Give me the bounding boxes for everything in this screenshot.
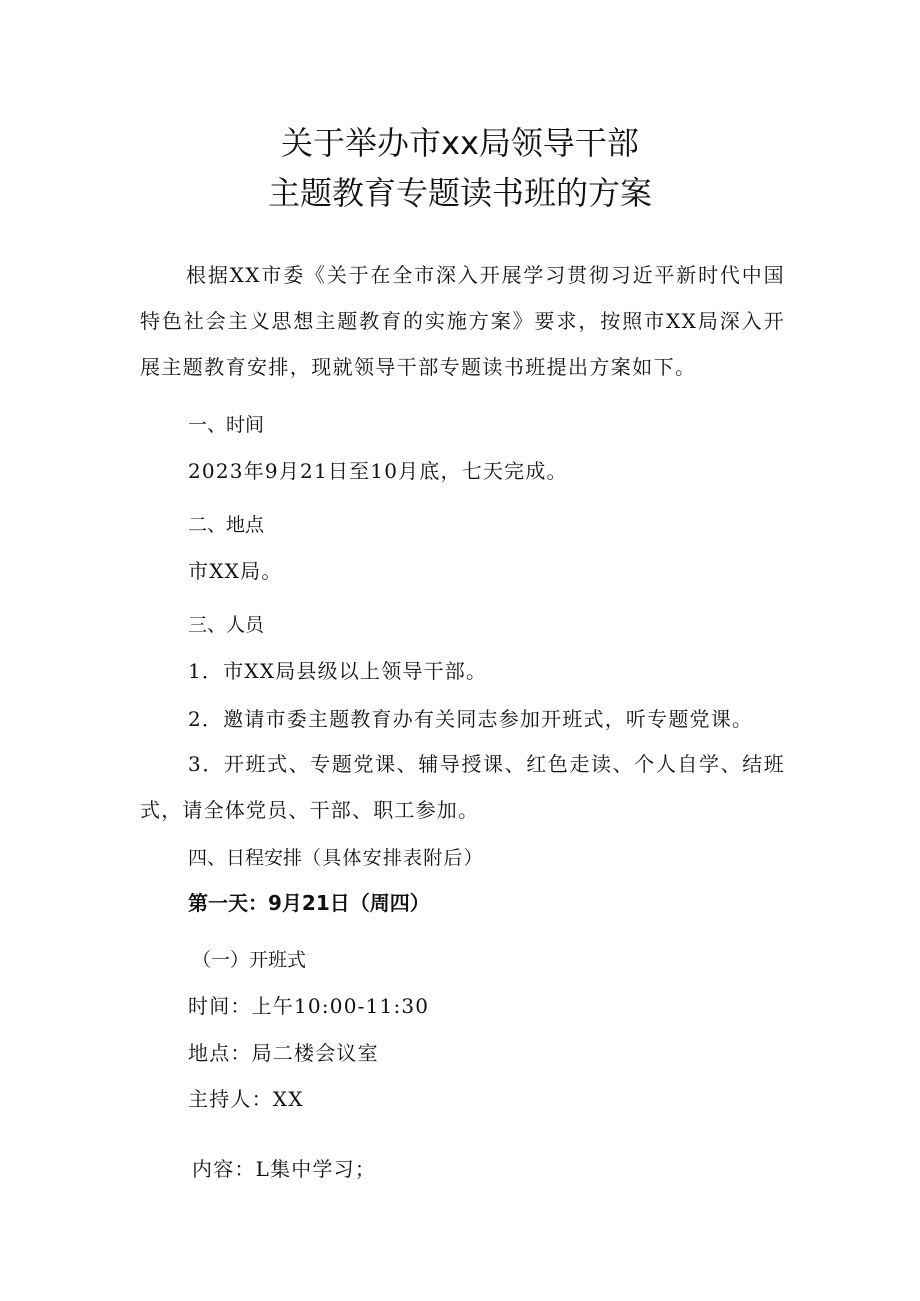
people-item-1: 1．市XX局县级以上领导干部。 <box>188 659 488 683</box>
people-item-3: 3．开班式、专题党课、辅导授课、红色走读、个人自学、结班式，请全体党员、干部、职工参加。 <box>140 752 785 822</box>
document-title-line2: 主题教育专题读书班的方案 <box>267 174 652 212</box>
schedule-heading-note: （具体安排表附后） <box>302 847 484 869</box>
section-time-content: 2023年9月21日至10月底，七天完成。 <box>188 459 568 483</box>
intro-paragraph: 根据XX市委《关于在全市深入开展学习贯彻习近平新时代中国特色社会主义思想主题教育的实施方案》要求，按照市XX局深入开展主题教育安排，现就领导干部专题读书班提出方案如下。 <box>140 263 785 379</box>
section-time-heading: 一、时间 <box>188 414 265 436</box>
session1-heading: （一）开班式 <box>192 949 307 971</box>
day1-heading: 第一天：9月21日（周四） <box>188 891 430 915</box>
session1-time: 时间：上午10:00-11:30 <box>188 994 430 1018</box>
section-place-content: 市XX局。 <box>188 559 283 583</box>
section-people-heading: 三、人员 <box>188 614 265 636</box>
session1-place: 地点：局二楼会议室 <box>188 1041 379 1065</box>
session1-content: 内容：L集中学习； <box>192 1157 377 1181</box>
session1-host: 主持人：XX <box>188 1087 304 1111</box>
section-schedule-heading <box>188 843 484 870</box>
people-item-2: 2．邀请市委主题教育办有关同志参加开班式，听专题党课。 <box>188 707 754 731</box>
document-title-line1: 关于举办市xx局领导干部 <box>281 124 639 162</box>
schedule-heading-label: 四、日程安排 <box>188 847 303 869</box>
section-place-heading: 二、地点 <box>188 514 265 536</box>
